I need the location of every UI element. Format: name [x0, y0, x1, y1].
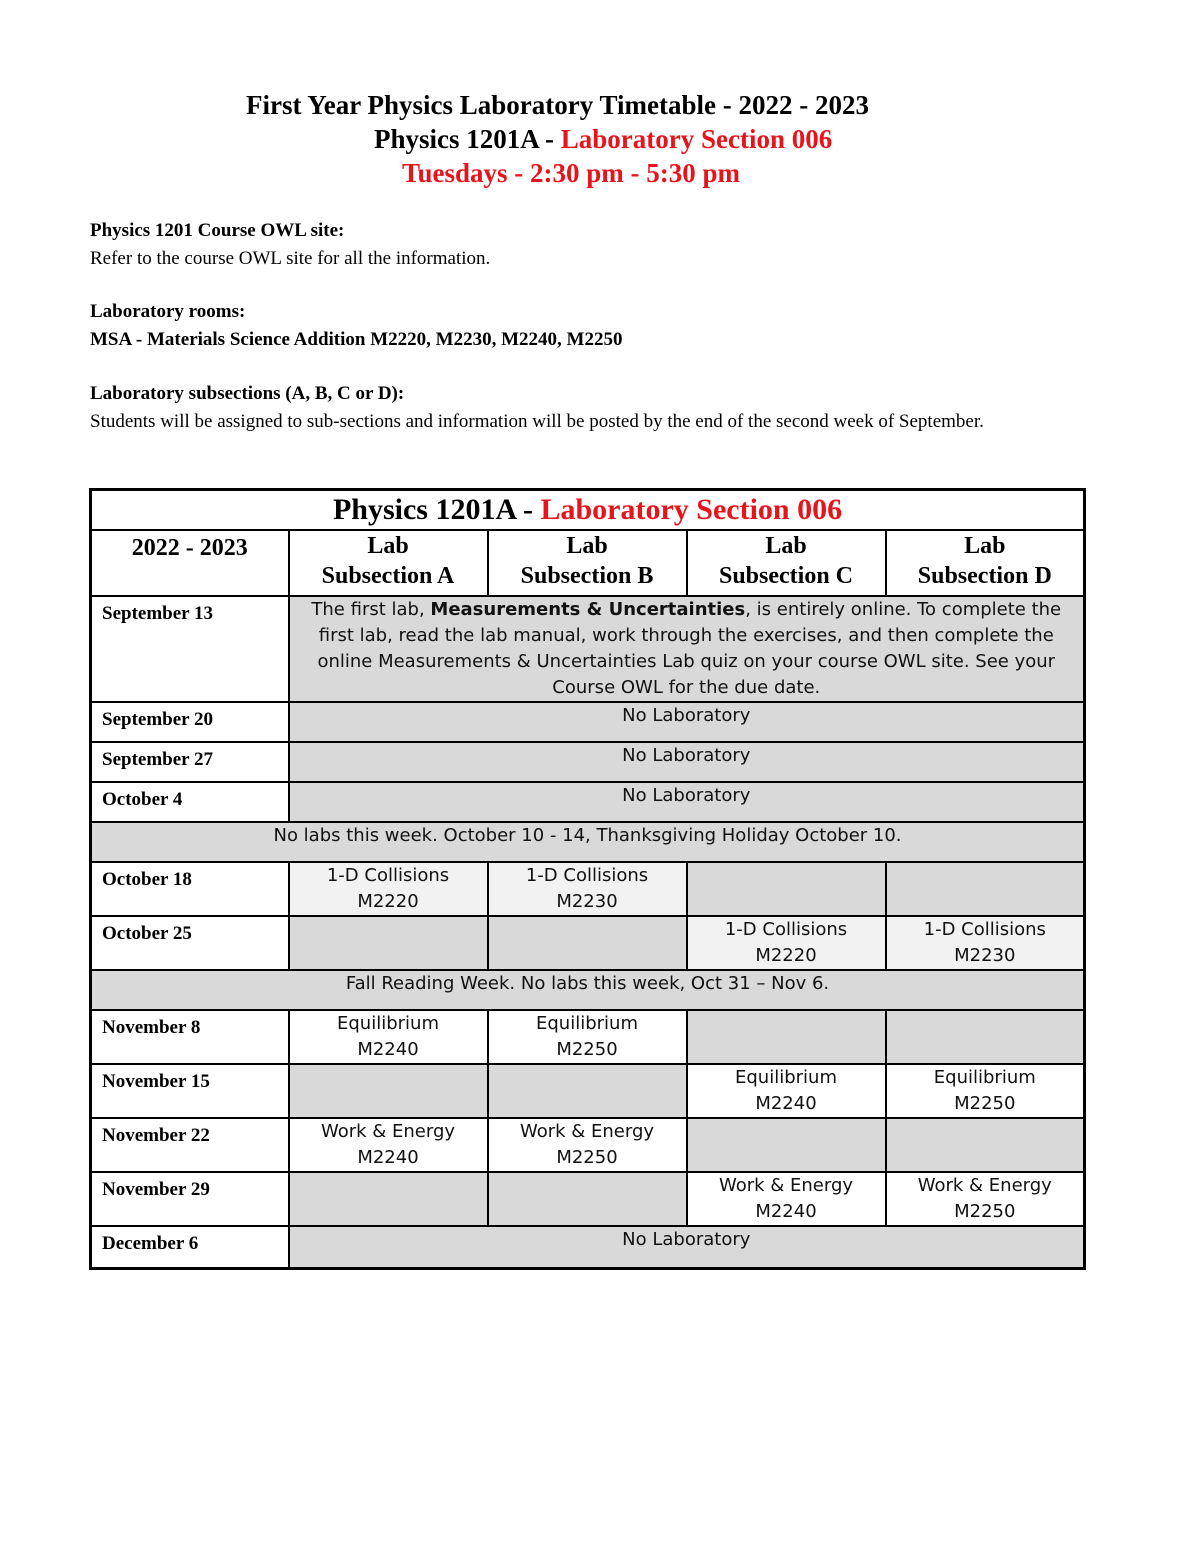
lab-name: Equilibrium — [735, 1067, 837, 1088]
lab-name: Work & Energy — [917, 1175, 1052, 1196]
table-row — [91, 1010, 1085, 1064]
subsections-text: Students will be assigned to sub-sections and information will be posted by the end of the second week of September. — [90, 411, 984, 432]
lab-name: Work & Energy — [718, 1175, 854, 1196]
table-row — [91, 742, 1085, 782]
lab-name: Equilibrium — [536, 1013, 638, 1034]
course-section-line — [374, 122, 832, 156]
empty-cell — [687, 1118, 886, 1172]
row-date: November 22 — [91, 1118, 289, 1172]
lab-room: M2250 — [954, 1201, 1016, 1222]
lab-name: 1-D Collisions — [923, 919, 1046, 940]
column-header-label: Subsection C — [718, 563, 854, 589]
row-date: October 18 — [91, 862, 289, 916]
table-row — [91, 702, 1085, 742]
column-header-top: Lab — [964, 533, 1006, 559]
table-row — [91, 596, 1085, 702]
empty-cell — [687, 1010, 886, 1064]
rooms-heading: Laboratory rooms: — [90, 301, 246, 322]
caption-section: Laboratory Section 006 — [540, 493, 843, 526]
lab-room: M2250 — [556, 1147, 618, 1168]
caption-course: Physics 1201A - — [332, 493, 541, 526]
table-row — [91, 862, 1085, 916]
lab-room: M2230 — [556, 891, 618, 912]
lab-name: Equilibrium — [337, 1013, 439, 1034]
online-lab-text-post: , is entirely online. To complete the first lab, read the lab manual, work through the exercises, and then complete the online Measurements & Uncertainties Lab quiz on your course OWL site. See your Course OWL for the due date. — [317, 599, 1062, 698]
lab-name: 1-D Collisions — [326, 865, 450, 886]
lab-room: M2230 — [954, 945, 1016, 966]
lab-cell — [886, 916, 1085, 970]
lab-room: M2220 — [357, 891, 419, 912]
lab-cell — [687, 1172, 886, 1226]
no-lab-cell: No Laboratory — [289, 1226, 1085, 1268]
empty-cell — [488, 916, 687, 970]
table-row — [91, 970, 1085, 1010]
lab-room: M2240 — [357, 1039, 419, 1060]
lab-cell — [886, 1064, 1085, 1118]
table-row — [91, 782, 1085, 822]
lab-room: M2240 — [357, 1147, 419, 1168]
column-header-a — [289, 530, 488, 596]
owl-info — [90, 217, 1100, 273]
column-header-top: Lab — [765, 533, 807, 559]
lab-name: 1-D Collisions — [525, 865, 649, 886]
empty-cell — [289, 1172, 488, 1226]
row-date: October 4 — [91, 782, 289, 822]
year-header: 2022 - 2023 — [91, 530, 289, 596]
reading-week-note: Fall Reading Week. No labs this week, Oct 31 – Nov 6. — [91, 970, 1085, 1010]
column-header-b — [488, 530, 687, 596]
lab-room: M2240 — [755, 1093, 817, 1114]
online-lab-name: Measurements & Uncertainties — [430, 599, 746, 620]
subsections-info — [90, 380, 1100, 436]
column-header-label: Subsection D — [917, 563, 1052, 589]
table-row — [91, 1172, 1085, 1226]
table-caption — [91, 490, 1085, 531]
lab-cell — [289, 1118, 488, 1172]
section-label: Laboratory Section 006 — [560, 124, 833, 154]
row-date: September 27 — [91, 742, 289, 782]
table-header-row — [91, 530, 1085, 596]
thanksgiving-note: No labs this week. October 10 - 14, Thanksgiving Holiday October 10. — [91, 822, 1085, 862]
owl-text: Refer to the course OWL site for all the information. — [90, 248, 491, 269]
lab-cell — [886, 1172, 1085, 1226]
lab-name: Equilibrium — [933, 1067, 1036, 1088]
lab-cell — [488, 862, 687, 916]
lab-name: Work & Energy — [320, 1121, 456, 1142]
schedule-table — [89, 488, 1086, 1270]
lab-cell — [488, 1010, 687, 1064]
column-header-d — [886, 530, 1085, 596]
document-title: First Year Physics Laboratory Timetable - 2022 - 2023 — [246, 90, 869, 120]
rooms-text: MSA - Materials Science Addition M2220, M2230, M2240, M2250 — [90, 329, 623, 350]
lab-cell — [488, 1118, 687, 1172]
lab-room: M2250 — [954, 1093, 1016, 1114]
lab-name: 1-D Collisions — [724, 919, 848, 940]
online-lab-text-pre: The first lab, — [311, 599, 431, 620]
table-caption-row — [91, 490, 1085, 531]
row-date: December 6 — [91, 1226, 289, 1268]
column-header-label: Subsection A — [321, 563, 455, 589]
rooms-info — [90, 298, 1100, 354]
lab-name: Work & Energy — [519, 1121, 655, 1142]
row-date: September 13 — [91, 596, 289, 702]
empty-cell — [289, 1064, 488, 1118]
no-lab-cell: No Laboratory — [289, 702, 1085, 742]
lab-room: M2250 — [556, 1039, 618, 1060]
table-row — [91, 1226, 1085, 1268]
no-lab-cell: No Laboratory — [289, 742, 1085, 782]
online-lab-description — [289, 596, 1085, 702]
empty-cell — [886, 1010, 1085, 1064]
empty-cell — [886, 862, 1085, 916]
table-row — [91, 1064, 1085, 1118]
empty-cell — [687, 862, 886, 916]
subsections-heading: Laboratory subsections (A, B, C or D): — [90, 383, 405, 404]
lab-cell — [687, 1064, 886, 1118]
lab-cell — [687, 916, 886, 970]
row-date: September 20 — [91, 702, 289, 742]
row-date: November 15 — [91, 1064, 289, 1118]
schedule-time: Tuesdays - 2:30 pm - 5:30 pm — [402, 158, 741, 188]
row-date: November 8 — [91, 1010, 289, 1064]
lab-cell — [289, 1010, 488, 1064]
no-lab-cell: No Laboratory — [289, 782, 1085, 822]
column-header-label: Subsection B — [520, 563, 654, 589]
empty-cell — [488, 1064, 687, 1118]
lab-cell — [289, 862, 488, 916]
column-header-top: Lab — [566, 533, 608, 559]
course-name: Physics 1201A - — [374, 124, 561, 154]
table-row — [91, 916, 1085, 970]
table-row — [91, 1118, 1085, 1172]
column-header-top: Lab — [367, 533, 409, 559]
empty-cell — [289, 916, 488, 970]
table-row — [91, 822, 1085, 862]
empty-cell — [886, 1118, 1085, 1172]
row-date: October 25 — [91, 916, 289, 970]
lab-room: M2240 — [755, 1201, 817, 1222]
row-date: November 29 — [91, 1172, 289, 1226]
lab-room: M2220 — [755, 945, 817, 966]
owl-heading: Physics 1201 Course OWL site: — [90, 220, 345, 241]
column-header-c — [687, 530, 886, 596]
empty-cell — [488, 1172, 687, 1226]
